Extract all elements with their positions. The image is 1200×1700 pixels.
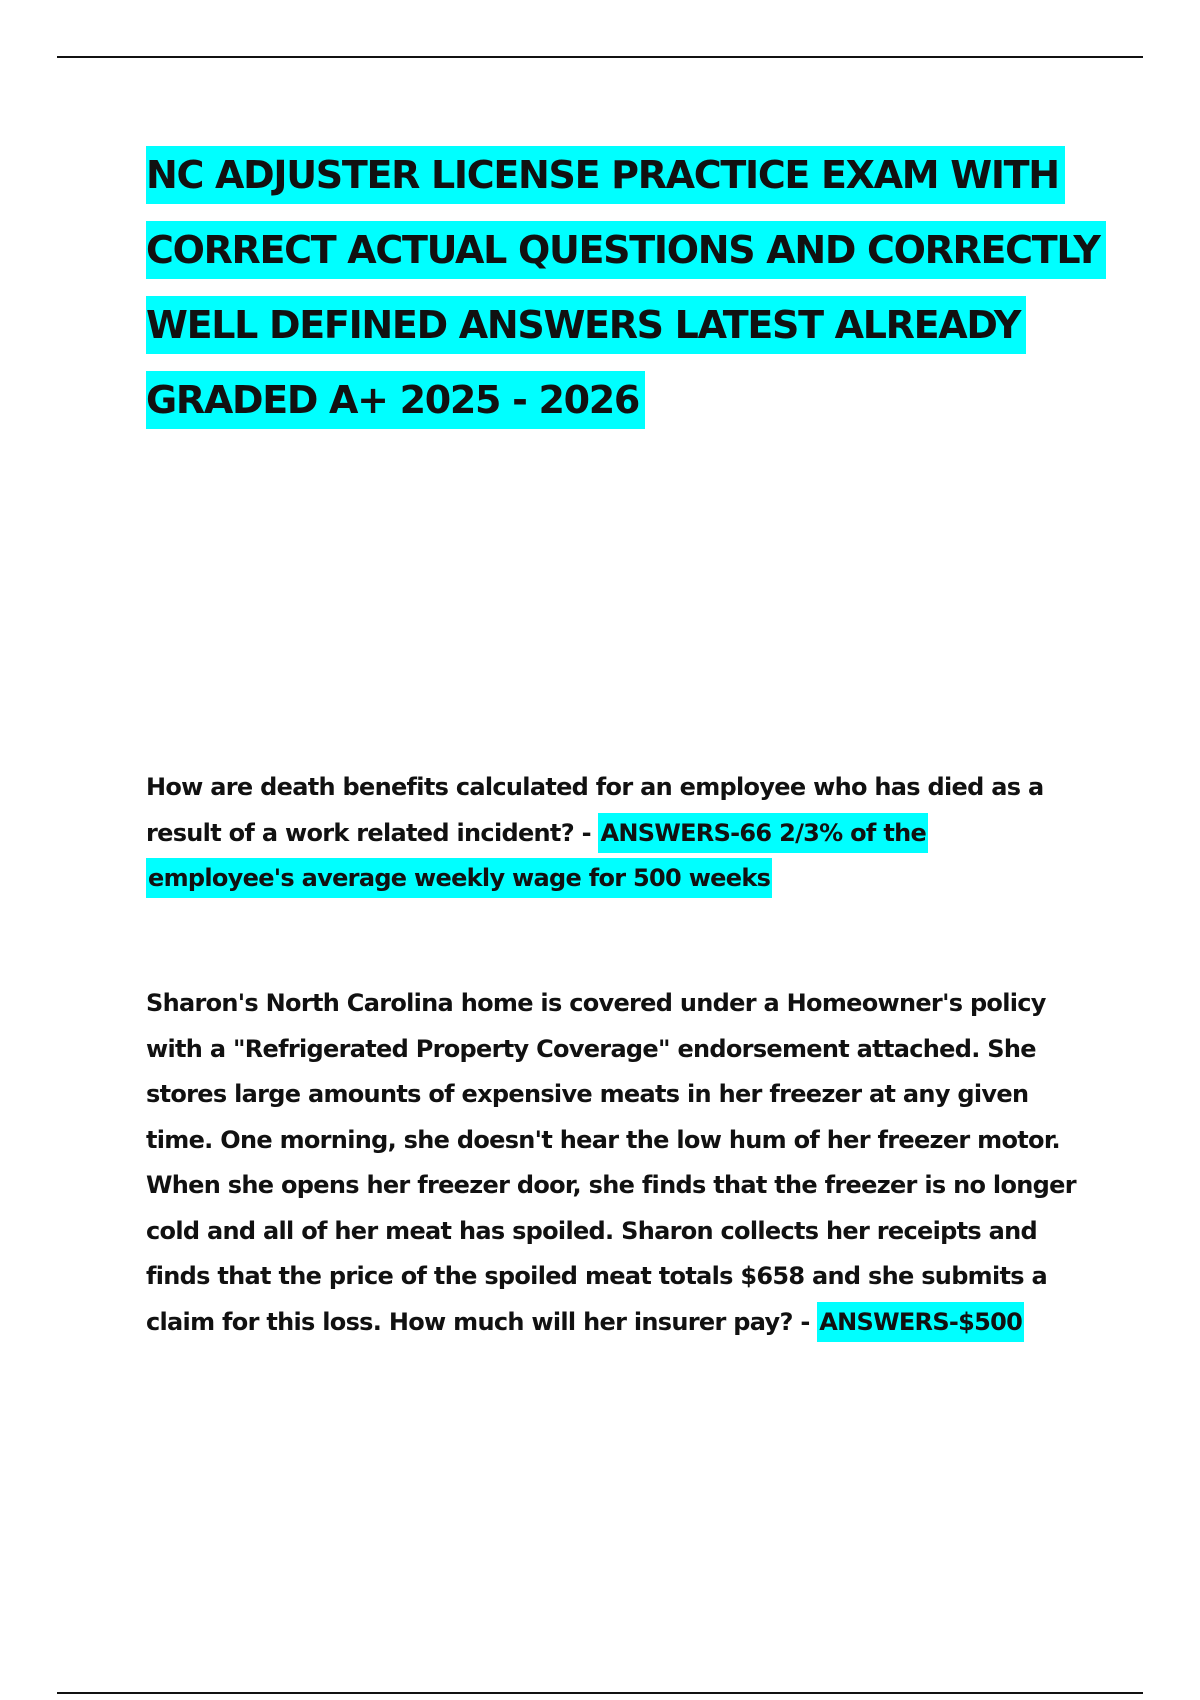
title-highlight: NC ADJUSTER LICENSE PRACTICE EXAM WITH CORRECT ACTUAL QUESTIONS AND CORRECTLY WELL DEFINED ANSWERS LATEST ALREADY GRADED A+ 2025 - 2026: [146, 146, 1106, 429]
qa-item-2: [146, 981, 1076, 1345]
answer-text: ANSWERS-$500: [817, 1302, 1024, 1342]
document-title: [146, 138, 1106, 438]
question-text: Sharon's North Carolina home is covered under a Homeowner's policy with a "Refrigerated Property Coverage" endorsement attached. She stores large amounts of expensive meats in her freezer at any given time. One morning, she doesn't hear the low hum of her freezer motor. When she opens her freezer door, she finds that the freezer is no longer cold and all of her meat has spoiled. Sharon collects her receipts and finds that the price of the spoiled meat totals $658 and she submits a claim for this loss. How much will her insurer pay? -: [146, 989, 1076, 1336]
answer-text: ANSWERS-66 2/3% of the employee's average weekly wage for 500 weeks: [146, 813, 928, 899]
qa-item-1: [146, 765, 1076, 902]
footer-rule: [57, 1692, 1143, 1694]
question-text: How are death benefits calculated for an employee who has died as a result of a work related incident? -: [146, 773, 1044, 847]
header-rule: [57, 56, 1143, 58]
